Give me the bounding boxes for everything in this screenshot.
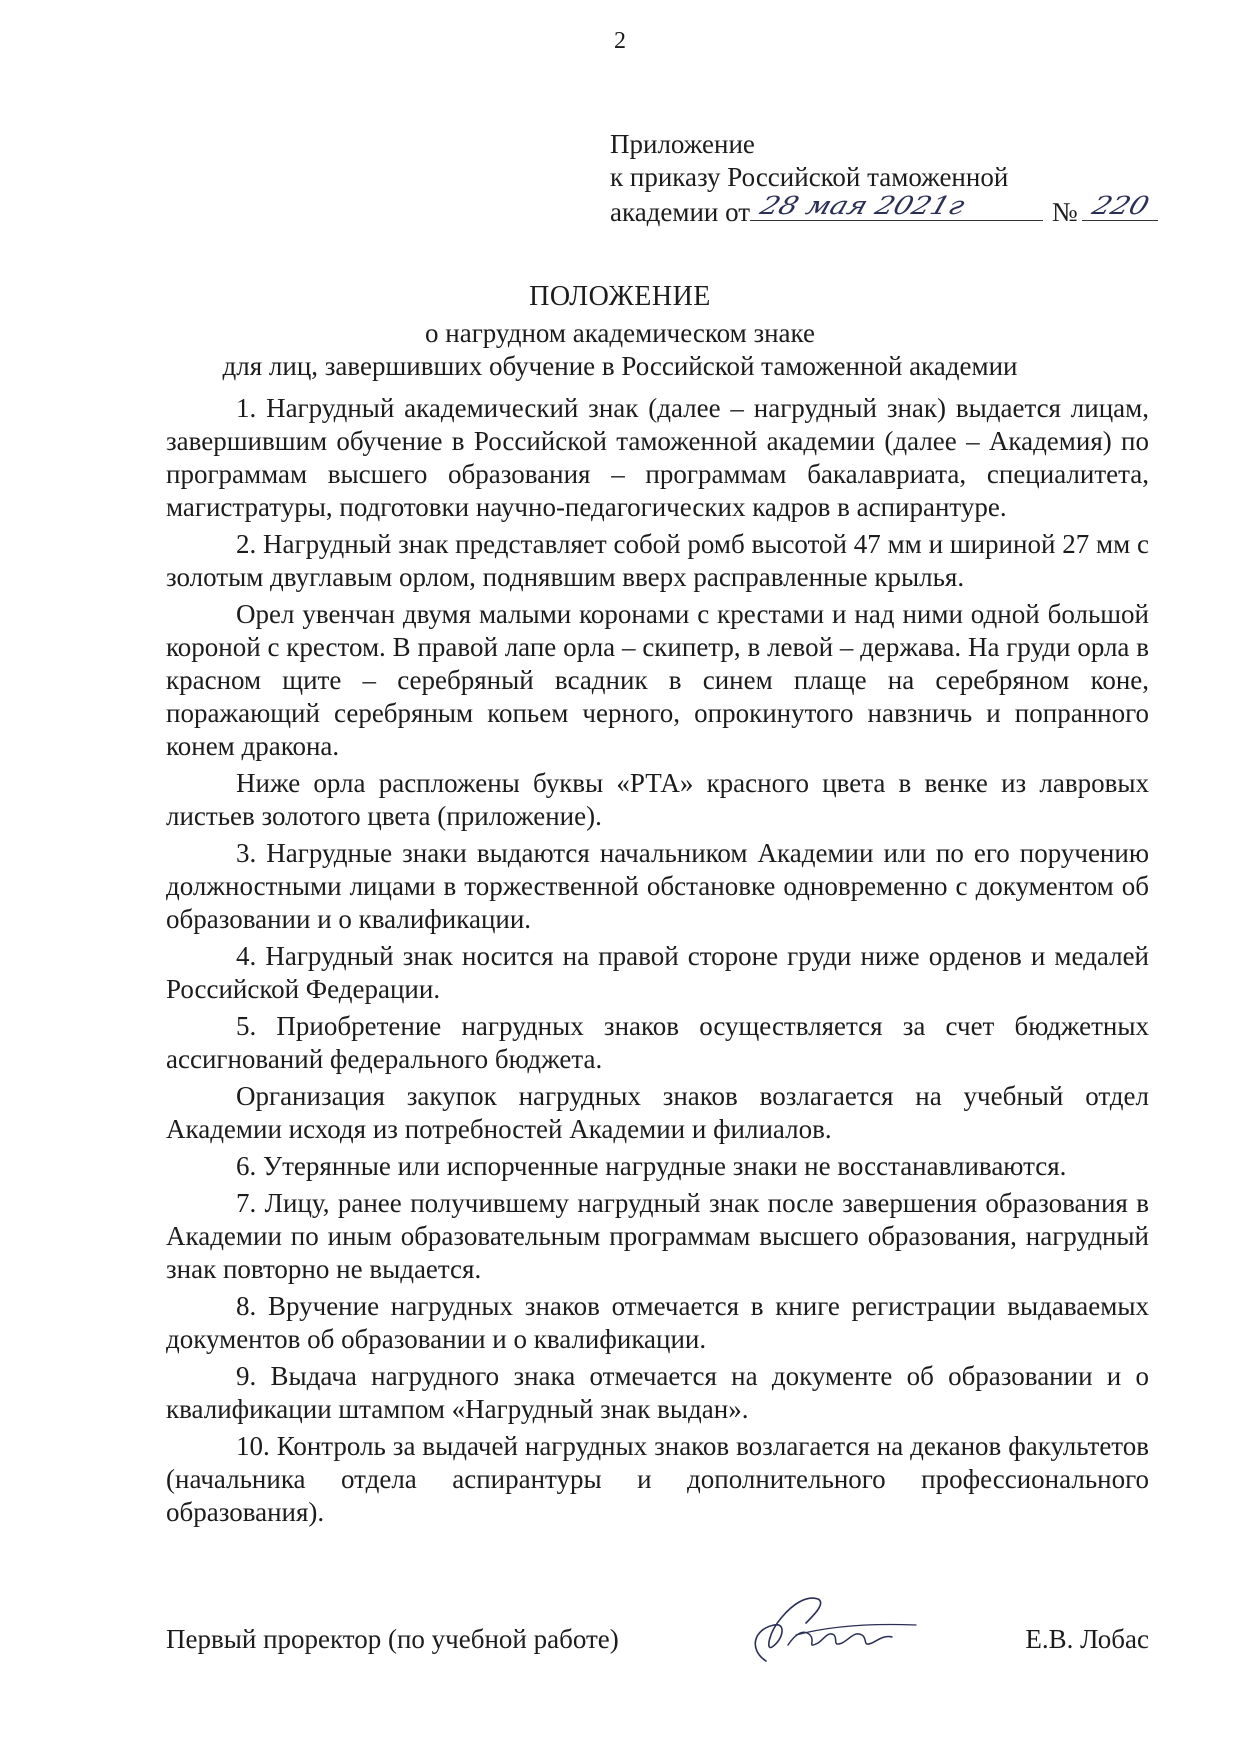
paragraph: Организация закупок нагрудных знаков возлагается на учебный отдел Академии исходя из потребностей Академии и филиалов.: [166, 1081, 1149, 1144]
annex-order-reference: к приказу Российской таможенной: [610, 162, 1009, 192]
paragraph: 9. Выдача нагрудного знака отмечается на документе об образовании и о квалификации штампом «Нагрудный знак выдан».: [166, 1361, 1149, 1424]
signer-name: Е.В. Лобас: [1025, 1624, 1149, 1654]
page-number: 2: [614, 28, 626, 54]
annex-title: Приложение: [610, 129, 755, 159]
document-title-block: [0, 280, 1240, 383]
paragraph: 3. Нагрудные знаки выдаются начальником Академии или по его поручению должностными лицами в торжественной обстановке одновременно с документом об образовании и о квалификации.: [166, 838, 1149, 934]
paragraph: 5. Приобретение нагрудных знаков осуществляется за счет бюджетных ассигнований федерального бюджета.: [166, 1011, 1149, 1074]
paragraph: 1. Нагрудный академический знак (далее – нагрудный знак) выдается лицам, завершившим обучение в Российской таможенной академии (далее – Академия) по программам высшего образования – программам бакалавриата, специалитета, магистратуры, подготовки научно-педагогических кадров в аспирантуре.: [166, 393, 1149, 522]
paragraph: 2. Нагрудный знак представляет собой ромб высотой 47 мм и шириной 27 мм с золотым двуглавым орлом, поднявшим вверх расправленные крылья.: [166, 529, 1149, 592]
paragraph: Орел увенчан двумя малыми коронами с крестами и над ними одной большой короной с крестом. В правой лапе орла – скипетр, в левой – держава. На груди орла в красном щите – серебряный всадник в синем плаще на серебряном коне, поражающий серебряным копьем черного, опрокинутого навзничь и попранного конем дракона.: [166, 599, 1149, 761]
handwritten-date: 28 мая 2021г: [756, 191, 969, 220]
signer-position: Первый проректор (по учебной работе): [166, 1624, 619, 1654]
paragraph: 6. Утерянные или испорченные нагрудные знаки не восстанавливаются.: [236, 1151, 1067, 1181]
number-blank: [1082, 191, 1158, 221]
annex-date-line: [610, 191, 1158, 229]
document-body: [166, 392, 1149, 1529]
paragraph: 8. Вручение нагрудных знаков отмечается в книге регистрации выдаваемых документов об образовании и о квалификации.: [166, 1291, 1149, 1354]
handwritten-signature: [726, 1589, 926, 1669]
paragraph: 7. Лицу, ранее получившему нагрудный знак после завершения образования в Академии по иным образовательным программам высшего образования, нагрудный знак повторно не выдается.: [166, 1188, 1149, 1284]
paragraph: Ниже орла распложены буквы «РТА» красного цвета в венке из лавровых листьев золотого цвета (приложение).: [166, 768, 1149, 831]
number-sign: №: [1051, 197, 1078, 227]
paragraph: 10. Контроль за выдачей нагрудных знаков возлагается на деканов факультетов (начальника отдела аспирантуры и дополнительного профессионального образования).: [166, 1431, 1149, 1527]
annex-header: [610, 128, 1158, 229]
date-blank: [750, 191, 1043, 221]
handwritten-number: 220: [1088, 191, 1153, 220]
annex-date-prefix: академии от: [610, 197, 751, 227]
signature-block: [166, 1589, 1149, 1669]
document-subtitle-2: для лиц, завершивших обучение в Российской таможенной академии: [222, 351, 1018, 381]
paragraph: 4. Нагрудный знак носится на правой стороне груди ниже орденов и медалей Российской Федерации.: [166, 941, 1149, 1004]
document-subtitle: о нагрудном академическом знаке: [425, 318, 815, 348]
document-heading: ПОЛОЖЕНИЕ: [529, 281, 711, 312]
